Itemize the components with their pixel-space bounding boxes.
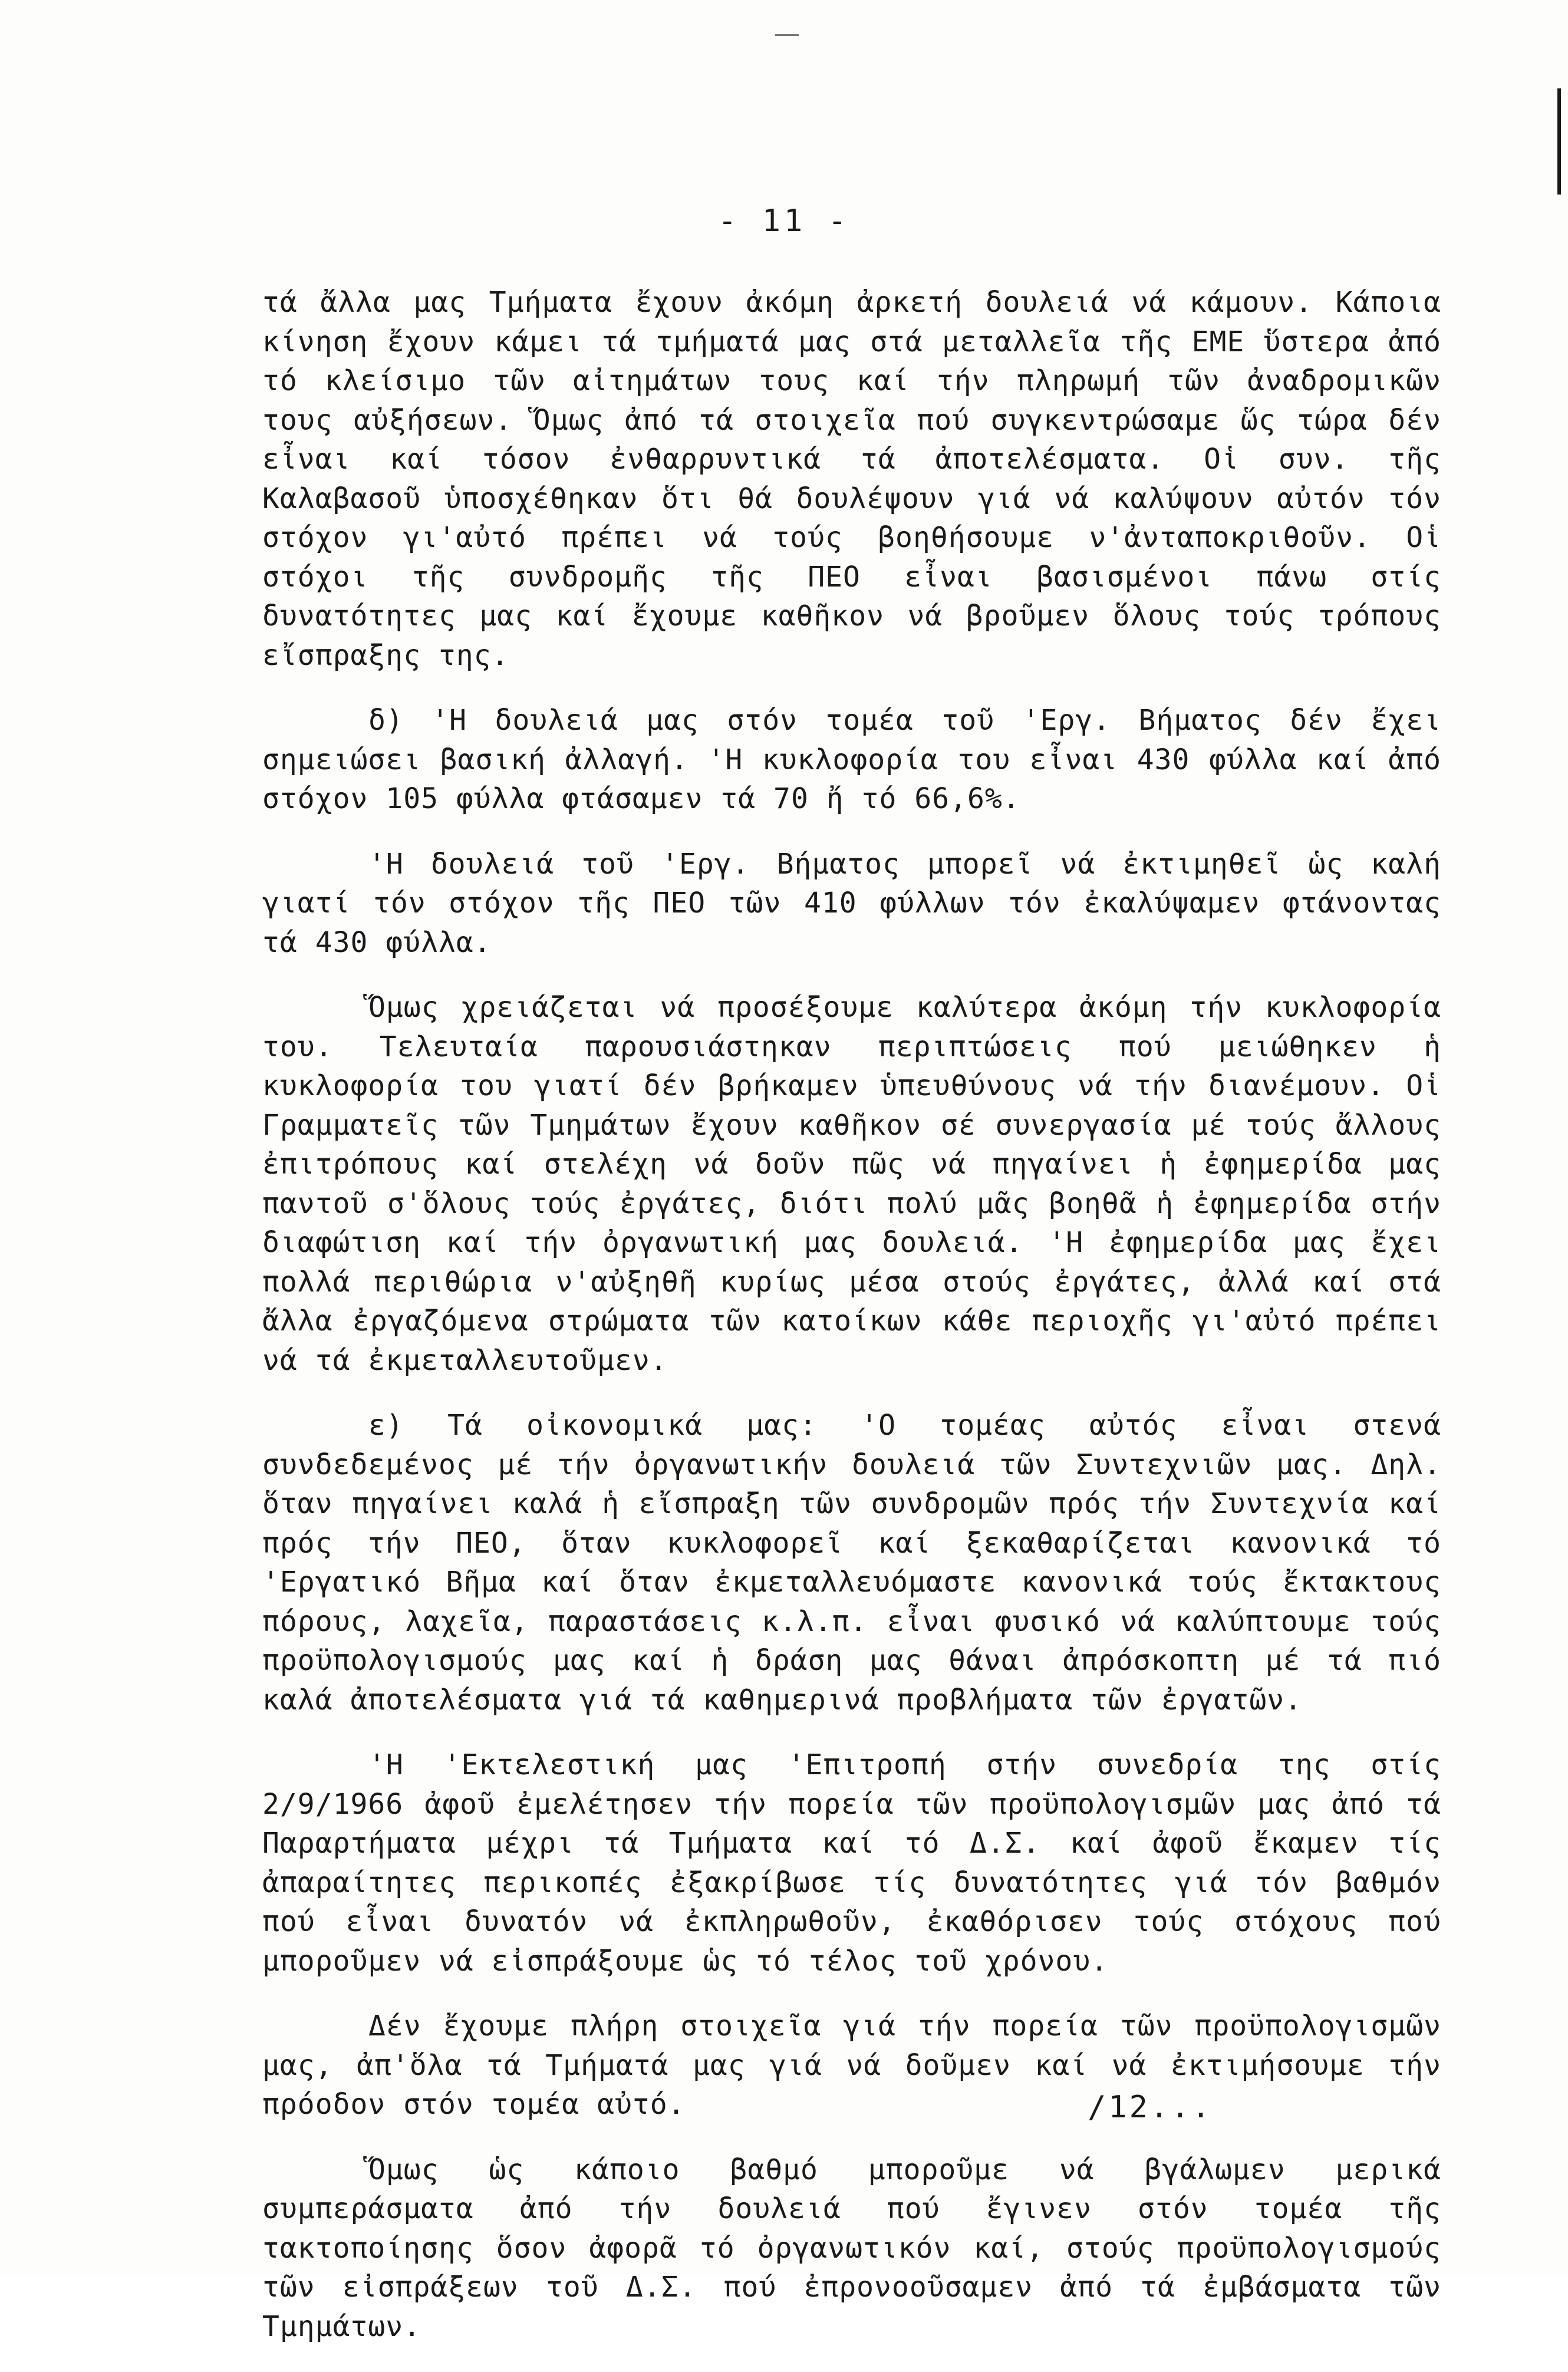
paragraph-5: ε) Τά οἰκονομικά μας: 'Ο τομέας αὐτός εἶναι στενά συνδεδεμένος μέ τήν ὀργανωτικήν δουλειά τῶν Συντεχνιῶν μας. Δηλ. ὅταν πηγαίνει καλά ἡ εἴσπραξη τῶν συνδρομῶν πρός τήν Συντεχνία καί πρός τήν ΠΕΟ, ὅταν κυκλοφορεῖ καί ξεκαθαρίζεται κανονικά τό 'Εργατικό Βῆμα καί ὅταν ἐκμεταλλευόμαστε κανονικά τούς ἔκτακτους πόρους, λαχεῖα, παραστάσεις κ.λ.π. εἶναι φυσικό νά καλύπτουμε τούς προϋπολογισμούς μας καί ἡ δράση μας θάναι ἀπρόσκοπτη μέ τά πιό καλά ἀποτελέσματα γιά τά καθημερινά προβλήματα τῶν ἐργατῶν. xyxy=(262,1409,1441,1717)
scan-mark xyxy=(775,34,799,36)
page-number: - 11 - xyxy=(718,203,850,239)
continuation-marker: /12... xyxy=(1088,2090,1213,2125)
document-body xyxy=(262,283,1441,2372)
paragraph-8: Ὅμως ὡς κάποιο βαθμό μποροῦμε νά βγάλωμεν μερικά συμπεράσματα ἀπό τήν δουλειά πού ἔγινεν στόν τομέα τῆς τακτοποίησης ὅσον ἀφορᾶ τό ὀργανωτικόν καί, στούς προϋπολογισμούς τῶν εἰσπράξεων τοῦ Δ.Σ. πού ἐπρονοοῦσαμεν ἀπό τά ἐμβάσματα τῶν Τμημάτων. xyxy=(262,2153,1441,2343)
scan-edge-mark xyxy=(1557,88,1561,195)
paragraph-3: 'Η δουλειά τοῦ 'Εργ. Βήματος μπορεῖ νά ἐκτιμηθεῖ ὡς καλή γιατί τόν στόχον τῆς ΠΕΟ τῶν 410 φύλλων τόν ἐκαλύψαμεν φτάνοντας τά 430 φύλλα. xyxy=(262,847,1441,959)
paragraph-2: δ) 'Η δουλειά μας στόν τομέα τοῦ 'Εργ. Βήματος δέν ἔχει σημειώσει βασική ἀλλαγή. 'Η κυκλοφορία του εἶναι 430 φύλλα καί ἀπό στόχον 105 φύλλα φτάσαμεν τά 70 ἤ τό 66,6%. xyxy=(262,704,1441,815)
paragraph-4: Ὅμως χρειάζεται νά προσέξουμε καλύτερα ἀκόμη τήν κυκλοφορία του. Τελευταία παρουσιάστηκαν περιπτώσεις πού μειώθηκεν ἡ κυκλοφορία του γιατί δέν βρήκαμεν ὑπευθύνους νά τήν διανέμουν. Οἱ Γραμματεῖς τῶν Τμημάτων ἔχουν καθῆκον σέ συνεργασία μέ τούς ἄλλους ἐπιτρόπους καί στελέχη νά δοῦν πῶς νά πηγαίνει ἡ ἐφημερίδα μας παντοῦ σ'ὅλους τούς ἐργάτες, διότι πολύ μᾶς βοηθᾶ ἡ ἐφημερίδα στήν διαφώτιση καί τήν ὀργανωτική μας δουλειά. 'Η ἐφημερίδα μας ἔχει πολλά περιθώρια ν'αὐξηθῆ κυρίως μέσα στούς ἐργάτες, ἀλλά καί στά ἄλλα ἐργαζόμενα στρώματα τῶν κατοίκων κάθε περιοχῆς γι'αὐτό πρέπει νά τά ἐκμεταλλευτοῦμεν. xyxy=(262,991,1441,1377)
paragraph-7: Δέν ἔχουμε πλήρη στοιχεῖα γιά τήν πορεία τῶν προϋπολογισμῶν μας, ἀπ'ὅλα τά Τμήματά μας γιά νά δοῦμεν καί νά ἐκτιμήσουμε τήν πρόοδον στόν τομέα αὐτό. xyxy=(262,2009,1441,2121)
paragraph-6: 'Η 'Εκτελεστική μας 'Επιτροπή στήν συνεδρία της στίς 2/9/1966 ἀφοῦ ἐμελέτησεν τήν πορεία τῶν προϋπολογισμῶν μας ἀπό τά Παραρτήματα μέχρι τά Τμήματα καί τό Δ.Σ. καί ἀφοῦ ἔκαμεν τίς ἀπαραίτητες περικοπές ἐξακρίβωσε τίς δυνατότητες γιά τόν βαθμόν πού εἶναι δυνατόν νά ἐκπληρωθοῦν, ἐκαθόρισεν τούς στόχους πού μποροῦμεν νά εἰσπράξουμε ὡς τό τέλος τοῦ χρόνου. xyxy=(262,1748,1441,1978)
paragraph-1: τά ἄλλα μας Τμήματα ἔχουν ἀκόμη ἀρκετή δουλειά νά κάμουν. Κάποια κίνηση ἔχουν κάμει τά τμήματά μας στά μεταλλεῖα τῆς ΕΜΕ ὕστερα ἀπό τό κλείσιμο τῶν αἰτημάτων τους καί τήν πληρωμή τῶν ἀναδρομικῶν τους αὐξήσεων. Ὅμως ἀπό τά στοιχεῖα πού συγκεντρώσαμε ὥς τώρα δέν εἶναι καί τόσον ἐνθαρρυντικά τά ἀποτελέσματα. Οἱ συν. τῆς Καλαβασοῦ ὑποσχέθηκαν ὅτι θά δουλέψουν γιά νά καλύψουν αὐτόν τόν στόχον γι'αὐτό πρέπει νά τούς βοηθήσουμε ν'ἀνταποκριθοῦν. Οἱ στόχοι τῆς συνδρομῆς τῆς ΠΕΟ εἶναι βασισμένοι πάνω στίς δυνατότητες μας καί ἔχουμε καθῆκον νά βροῦμεν ὅλους τούς τρόπους εἴσπραξης της. xyxy=(262,286,1441,672)
